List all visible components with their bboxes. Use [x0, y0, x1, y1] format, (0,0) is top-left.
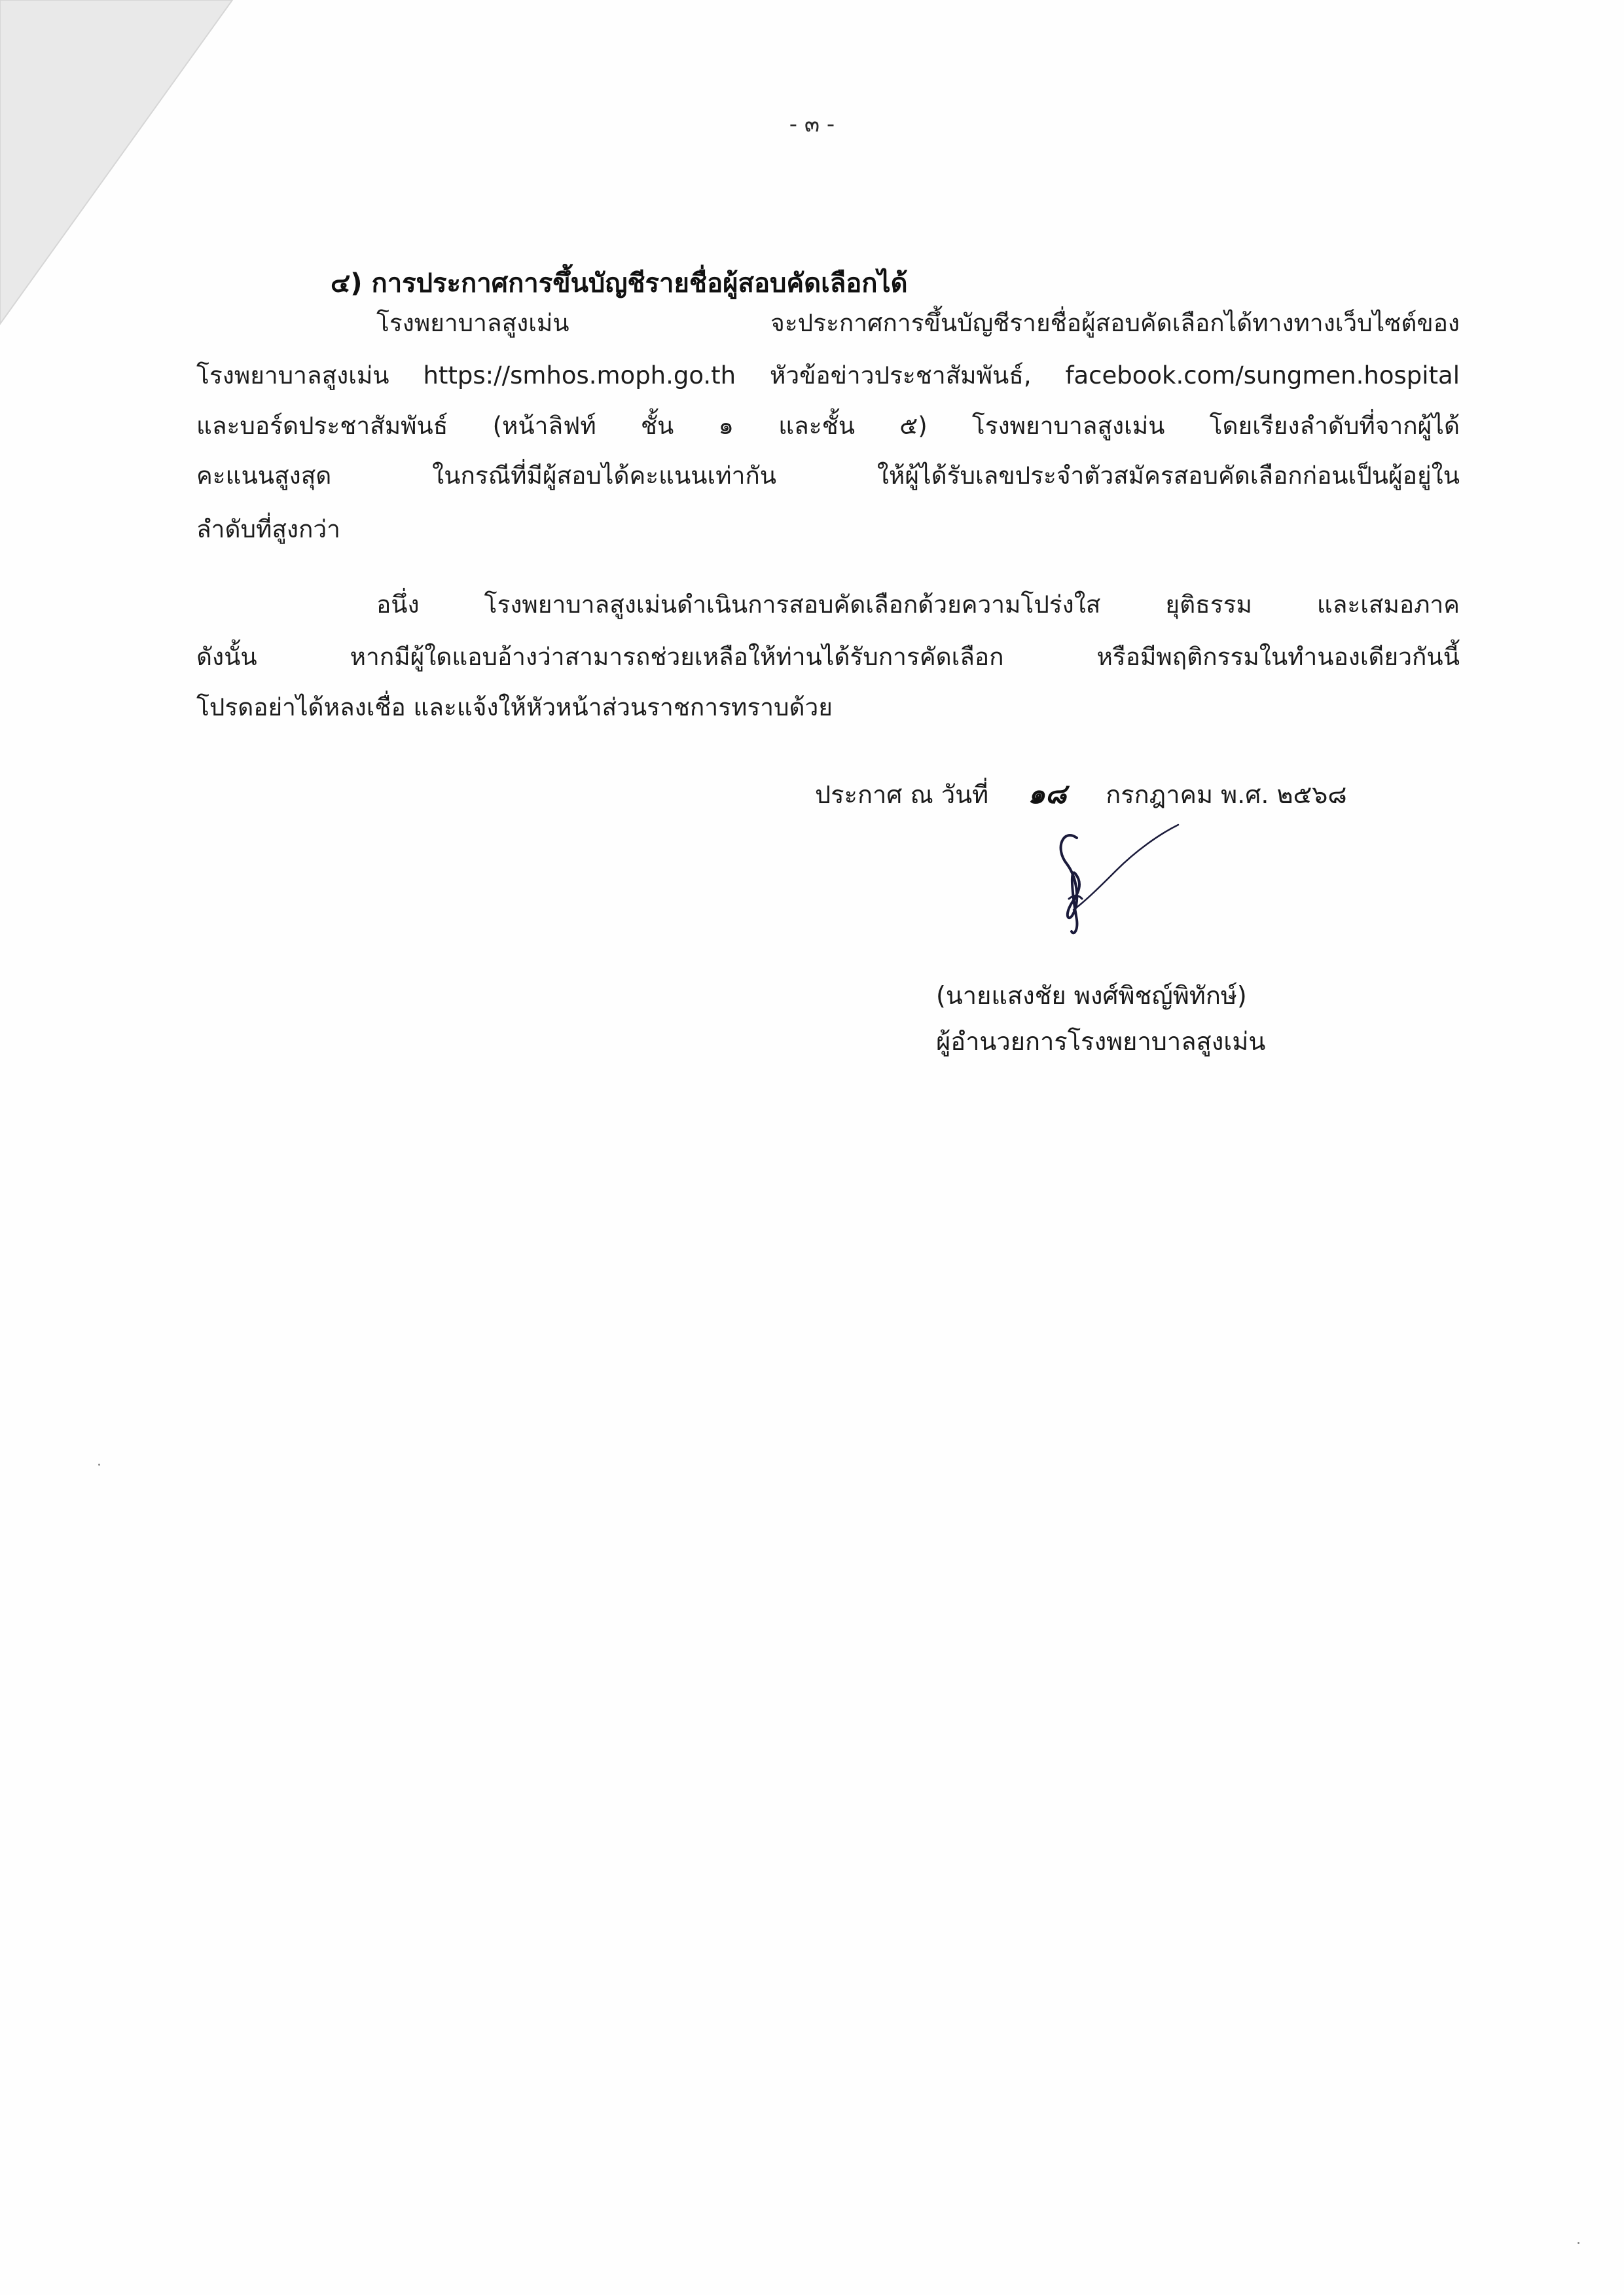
paragraph2-line: ดังนั้น หากมีผู้ใดแอบอ้างว่าสามารถช่วยเหลือให้ท่านได้รับการคัดเลือก หรือมีพฤติกรรมในทำนองเดียวกันนี้: [196, 643, 1460, 671]
paragraph1-line: และบอร์ดประชาสัมพันธ์ (หน้าลิฟท์ ชั้น ๑ และชั้น ๕) โรงพยาบาลสูงเม่น โดยเรียงลำดับที่จากผู้ได้: [196, 412, 1460, 440]
announcement-day: ๑๘: [1028, 778, 1067, 810]
paragraph2-line: โปรดอย่าได้หลงเชื่อ และแจ้งให้หัวหน้าส่วนราชการทราบด้วย: [196, 693, 833, 721]
page-number: - ๓ -: [789, 111, 835, 137]
paragraph1-line: โรงพยาบาลสูงเม่น https://smhos.moph.go.th หัวข้อข่าวประชาสัมพันธ์, facebook.com/sungmen.hospital: [196, 361, 1460, 389]
scanned-page-corner-fold: [0, 0, 236, 327]
section-heading: ๔) การประกาศการขึ้นบัญชีรายชื่อผู้สอบคัดเลือกได้: [331, 268, 908, 298]
announcement-month-year: กรกฎาคม พ.ศ. ๒๕๖๘: [1106, 780, 1347, 809]
paragraph1-line: ลำดับที่สูงกว่า: [196, 515, 340, 543]
handwritten-signature: [1038, 822, 1188, 952]
scan-speck: [1578, 2242, 1579, 2244]
paragraph1-line: โรงพยาบาลสูงเม่น จะประกาศการขึ้นบัญชีรายชื่อผู้สอบคัดเลือกได้ทางทางเว็บไซต์ของ: [376, 309, 1460, 337]
signatory-name: (นายแสงชัย พงศ์พิชญ์พิทักษ์): [936, 981, 1247, 1010]
paragraph1-line: คะแนนสูงสุด ในกรณีที่มีผู้สอบได้คะแนนเท่ากัน ให้ผู้ได้รับเลขประจำตัวสมัครสอบคัดเลือกก่อนเป็นผู้อยู่ใน: [196, 461, 1460, 490]
announcement-date-label: ประกาศ ณ วันที่: [815, 780, 989, 809]
signatory-title: ผู้อำนวยการโรงพยาบาลสูงเม่น: [936, 1027, 1266, 1056]
scan-speck: [98, 1464, 100, 1466]
paragraph2-line: อนึ่ง โรงพยาบาลสูงเม่นดำเนินการสอบคัดเลือกด้วยความโปร่งใส ยุติธรรม และเสมอภาค: [376, 590, 1460, 619]
announcement-date: [815, 772, 1460, 816]
